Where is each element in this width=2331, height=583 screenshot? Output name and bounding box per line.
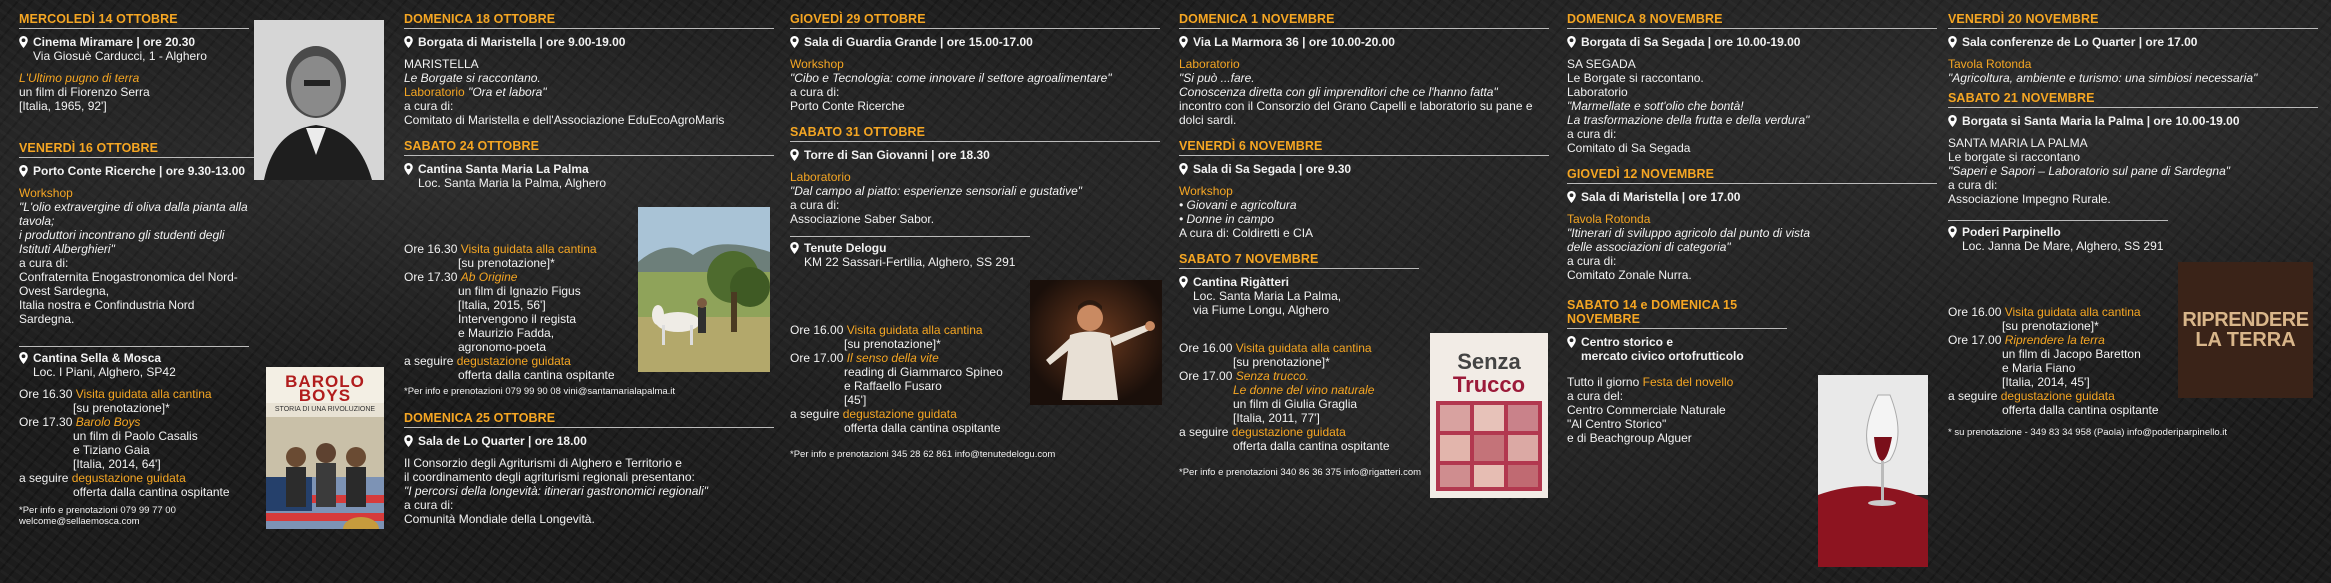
event-title: "Dal campo al piatto: esperienze sensoriali e gustative" bbox=[790, 184, 1083, 198]
event-title: "I percorsi della longevità: itinerari gastronomici regionali" bbox=[404, 484, 708, 498]
organizer-label: a cura di: bbox=[1567, 127, 1617, 141]
borgata-name: MARISTELLA bbox=[404, 57, 479, 71]
horses-field-icon bbox=[638, 207, 770, 372]
film-subtitle: Le donne del vino naturale bbox=[1233, 383, 1375, 397]
location-label: Porto Conte Ricerche | ore 9.30-13.00 bbox=[33, 164, 246, 178]
event-date: MERCOLEDÌ 14 OTTOBRE bbox=[19, 12, 178, 26]
schedule-row: a seguire degustazione guidata bbox=[1948, 389, 2115, 403]
divider bbox=[1567, 328, 1787, 329]
location-label: Cantina Rigàtteri bbox=[1193, 275, 1290, 289]
organizer: "Al Centro Storico" bbox=[1567, 417, 1667, 431]
organizer: Porto Conte Ricerche bbox=[790, 99, 905, 113]
schedule-row: Ore 17.30 Ab Origine bbox=[404, 270, 518, 284]
event-location bbox=[1567, 190, 1937, 204]
organizer: Comitato di Maristella e dell'Associazione EduEcoAgroMaris bbox=[404, 113, 725, 127]
schedule-row: Tutto il giorno Festa del novello bbox=[1567, 375, 1734, 389]
event-type: Tavola Rotonda bbox=[1567, 212, 1651, 226]
event-location bbox=[1948, 35, 2318, 49]
divider bbox=[1179, 28, 1549, 29]
film-director: e Maria Fiano bbox=[2002, 361, 2076, 375]
event-location bbox=[404, 434, 774, 448]
schedule-row: Ore 16.30 Visita guidata alla cantina bbox=[404, 242, 597, 256]
reading-author: reading di Giammarco Spineo bbox=[844, 365, 1003, 379]
location-pin-icon bbox=[1948, 226, 1957, 238]
divider bbox=[1948, 28, 2318, 29]
location-label: Cantina Santa Maria La Palma bbox=[418, 162, 589, 176]
booking-info: *Per info e prenotazioni 345 28 62 861 info@tenutedelogu.com bbox=[790, 449, 1056, 460]
location-pin-icon bbox=[1179, 276, 1188, 288]
film-director: un film di Ignazio Figus bbox=[458, 284, 581, 298]
location-label: Sala di Guardia Grande | ore 15.00-17.00 bbox=[804, 35, 1033, 49]
borgata-name: SA SEGADA bbox=[1567, 57, 1636, 71]
film-info: [Italia, 2011, 77'] bbox=[1233, 411, 1320, 425]
address: Via Giosuè Carducci, 1 - Alghero bbox=[33, 49, 207, 63]
event-title: delle associazioni di categoria" bbox=[1567, 240, 1731, 254]
location-pin-icon bbox=[1567, 36, 1576, 48]
organizer-label: a cura di: bbox=[1948, 178, 1998, 192]
event-title: La trasformazione della frutta e della verdura" bbox=[1567, 113, 1810, 127]
film-poster bbox=[1430, 333, 1548, 498]
event-type: Workshop bbox=[790, 57, 844, 71]
wine-glass-icon bbox=[1818, 375, 1928, 567]
booking-note: [su prenotazione]* bbox=[1233, 355, 1330, 369]
speaker-note: agronomo-poeta bbox=[458, 340, 547, 354]
organizer-label: a cura di: bbox=[404, 99, 454, 113]
event-location bbox=[19, 351, 249, 365]
film-poster bbox=[2178, 262, 2313, 398]
address: KM 22 Sassari-Fertilia, Alghero, SS 291 bbox=[804, 255, 1016, 269]
event-location bbox=[790, 241, 1160, 255]
tasting-note: offerta dalla cantina ospitante bbox=[73, 485, 230, 499]
description: Il Consorzio degli Agriturismi di Alghero e Territorio e bbox=[404, 456, 682, 470]
event-date: SABATO 31 OTTOBRE bbox=[790, 125, 926, 139]
event-title: "Marmellate e sott'olio che bontà! bbox=[1567, 99, 1744, 113]
event-location bbox=[1567, 35, 1937, 49]
organizer: Associazione Impegno Rurale. bbox=[1948, 192, 2111, 206]
schedule-row: a seguire degustazione guidata bbox=[790, 407, 957, 421]
event-date: VENERDÌ 16 OTTOBRE bbox=[19, 141, 159, 155]
schedule-row: Ore 17.00 Il senso della vite bbox=[790, 351, 939, 365]
divider bbox=[19, 28, 249, 29]
event-date: DOMENICA 25 OTTOBRE bbox=[404, 411, 556, 425]
event-date: SABATO 21 NOVEMBRE bbox=[1948, 91, 2095, 105]
organizer-label: a cura del: bbox=[1567, 389, 1624, 403]
event-type: Laboratorio bbox=[1567, 85, 1628, 99]
divider bbox=[1179, 155, 1549, 156]
location-label: Via La Marmora 36 | ore 10.00-20.00 bbox=[1193, 35, 1395, 49]
event-date: DOMENICA 18 OTTOBRE bbox=[404, 12, 556, 26]
event-date: SABATO 24 OTTOBRE bbox=[404, 139, 540, 153]
address: Loc. Santa Maria La Palma, bbox=[1193, 289, 1342, 303]
schedule-row: Ore 17.30 Barolo Boys bbox=[19, 415, 141, 429]
schedule-row: Ore 16.30 Visita guidata alla cantina bbox=[19, 387, 212, 401]
organizer: Associazione Saber Sabor. bbox=[790, 212, 935, 226]
event-date: DOMENICA 8 NOVEMBRE bbox=[1567, 12, 1723, 26]
location-label: Centro storico e bbox=[1581, 335, 1674, 349]
speaker-note: Intervengono il regista bbox=[458, 312, 577, 326]
film-info: [Italia, 2014, 64'] bbox=[73, 457, 161, 471]
event-title: "Si può ...fare. bbox=[1179, 71, 1255, 85]
event-date: SABATO 14 e DOMENICA 15 bbox=[1567, 298, 1738, 312]
topic-item: • Donne in campo bbox=[1179, 212, 1274, 226]
address: Loc. Santa Maria la Palma, Alghero bbox=[418, 176, 607, 190]
schedule-row: a seguire degustazione guidata bbox=[1179, 425, 1346, 439]
location-pin-icon bbox=[19, 165, 28, 177]
film-director: un film di Fiorenzo Serra bbox=[19, 85, 150, 99]
location-pin-icon bbox=[1567, 336, 1576, 348]
divider bbox=[404, 427, 774, 428]
location-label: Borgata di Maristella | ore 9.00-19.00 bbox=[418, 35, 626, 49]
address: Loc. Janna De Mare, Alghero, SS 291 bbox=[1962, 239, 2164, 253]
booking-info: *Per info e prenotazioni 340 86 36 375 info@rigatteri.com bbox=[1179, 467, 1422, 478]
film-info: [Italia, 2014, 45'] bbox=[2002, 375, 2090, 389]
event-location bbox=[404, 35, 774, 49]
event-location bbox=[1948, 225, 2318, 239]
booking-info: * su prenotazione - 349 83 34 958 (Paola) info@poderiparpinello.it bbox=[1948, 427, 2227, 438]
event-location bbox=[1948, 114, 2318, 128]
performer-photo bbox=[1030, 280, 1162, 405]
location-label: Cinema Miramare | ore 20.30 bbox=[33, 35, 196, 49]
event-title: "Itinerari di sviluppo agricolo dal punto di vista bbox=[1567, 226, 1811, 240]
divider bbox=[1948, 220, 2168, 221]
divider bbox=[1567, 28, 1937, 29]
location-label: mercato civico ortofrutticolo bbox=[1581, 349, 1744, 363]
organizer-label: a cura di: bbox=[790, 85, 840, 99]
film-info: [Italia, 1965, 92'] bbox=[19, 99, 107, 113]
organizer-label: a cura di: bbox=[19, 256, 69, 270]
film-info: [Italia, 2015, 56'] bbox=[458, 298, 546, 312]
event-type: Tavola Rotonda bbox=[1948, 57, 2032, 71]
landscape-photo bbox=[638, 207, 770, 372]
location-pin-icon bbox=[404, 163, 413, 175]
event-location bbox=[1567, 335, 1937, 349]
performer-icon bbox=[1030, 280, 1162, 405]
organizer-label: a cura di: bbox=[404, 498, 454, 512]
event-title: Le Borgate si raccontano. bbox=[1567, 71, 1704, 85]
booking-note: [su prenotazione]* bbox=[844, 337, 941, 351]
booking-note: [su prenotazione]* bbox=[458, 256, 555, 270]
location-label: Sala di Sa Segada | ore 9.30 bbox=[1193, 162, 1352, 176]
event-date: VENERDÌ 6 NOVEMBRE bbox=[1179, 139, 1323, 153]
booking-info: *Per info e prenotazioni 079 99 90 08 vini@santamarialapalma.it bbox=[404, 386, 676, 397]
event-title: Le borgate si raccontano bbox=[1948, 150, 2081, 164]
duration: [45'] bbox=[844, 393, 867, 407]
tasting-note: offerta dalla cantina ospitante bbox=[1233, 439, 1390, 453]
location-pin-icon bbox=[19, 352, 28, 364]
location-pin-icon bbox=[790, 242, 799, 254]
divider bbox=[19, 346, 249, 347]
film-director: e Tiziano Gaia bbox=[73, 443, 150, 457]
schedule-row: a seguire degustazione guidata bbox=[404, 354, 571, 368]
organizer-label: a cura di: bbox=[1567, 254, 1617, 268]
location-pin-icon bbox=[1179, 163, 1188, 175]
organizer: A cura di: Coldiretti e CIA bbox=[1179, 226, 1314, 240]
film-director: un film di Paolo Casalis bbox=[73, 429, 198, 443]
schedule-row: Ore 17.00 Riprendere la terra bbox=[1948, 333, 2105, 347]
event-type: Laboratorio bbox=[790, 170, 851, 184]
description: dolci sardi. bbox=[1179, 113, 1237, 127]
event-date: VENERDÌ 20 NOVEMBRE bbox=[1948, 12, 2099, 26]
organizer: e di Beachgroup Alguer bbox=[1567, 431, 1692, 445]
event-title: i produttori incontrano gli studenti degli Istituti Alberghieri" bbox=[19, 228, 225, 256]
location-pin-icon bbox=[404, 36, 413, 48]
wine-glass-photo bbox=[1818, 375, 1928, 567]
poster-title: Senza bbox=[1457, 349, 1521, 374]
divider bbox=[1567, 183, 1937, 184]
description: il coordinamento degli agriturismi regionali presentano: bbox=[404, 470, 695, 484]
poster-illustration-icon bbox=[266, 417, 384, 529]
address: via Fiume Longu, Alghero bbox=[1193, 303, 1330, 317]
event-location bbox=[404, 162, 774, 176]
location-label: Sala de Lo Quarter | ore 18.00 bbox=[418, 434, 587, 448]
location-label: Sala di Maristella | ore 17.00 bbox=[1581, 190, 1741, 204]
schedule-row: a seguire degustazione guidata bbox=[19, 471, 186, 485]
event-location bbox=[790, 148, 1160, 162]
divider bbox=[790, 141, 1160, 142]
schedule-row: Ore 17.00 Senza trucco. bbox=[1179, 369, 1310, 383]
column-1 bbox=[19, 12, 249, 527]
event-type: Workshop bbox=[1179, 184, 1233, 198]
booking-note: [su prenotazione]* bbox=[73, 401, 170, 415]
event-date: GIOVEDÌ 12 NOVEMBRE bbox=[1567, 167, 1715, 181]
location-pin-icon bbox=[1179, 36, 1188, 48]
location-label: Sala conferenze de Lo Quarter | ore 17.00 bbox=[1962, 35, 2198, 49]
organizer: Centro Commerciale Naturale bbox=[1567, 403, 1726, 417]
booking-note: [su prenotazione]* bbox=[2002, 319, 2099, 333]
location-label: Cantina Sella & Mosca bbox=[33, 351, 162, 365]
organizer: Comitato di Sa Segada bbox=[1567, 141, 1691, 155]
event-date: SABATO 7 NOVEMBRE bbox=[1179, 252, 1319, 266]
film-poster bbox=[266, 367, 384, 529]
organizer: Italia nostra e Confindustria Nord Sardegna. bbox=[19, 298, 195, 326]
divider bbox=[1948, 107, 2318, 108]
location-pin-icon bbox=[404, 435, 413, 447]
tasting-note: offerta dalla cantina ospitante bbox=[844, 421, 1001, 435]
event-date: DOMENICA 1 NOVEMBRE bbox=[1179, 12, 1335, 26]
description: incontro con il Consorzio del Grano Capelli e laboratorio su pane e bbox=[1179, 99, 1533, 113]
event-date: GIOVEDÌ 29 OTTOBRE bbox=[790, 12, 926, 26]
schedule-row: Ore 16.00 Visita guidata alla cantina bbox=[1179, 341, 1372, 355]
film-director: un film di Jacopo Baretton bbox=[2002, 347, 2141, 361]
event-title: Le Borgate si raccontano. bbox=[404, 71, 541, 85]
event-location bbox=[1179, 35, 1549, 49]
organizer: Comitato Zonale Nurra. bbox=[1567, 268, 1692, 282]
location-pin-icon bbox=[1948, 115, 1957, 127]
divider bbox=[404, 28, 774, 29]
event-location bbox=[19, 164, 249, 178]
divider bbox=[790, 236, 1030, 237]
event-title: "Cibo e Tecnologia: come innovare il settore agroalimentare" bbox=[790, 71, 1112, 85]
reading-author: e Raffaello Fusaro bbox=[844, 379, 942, 393]
topic-item: • Giovani e agricoltura bbox=[1179, 198, 1297, 212]
location-pin-icon bbox=[790, 36, 799, 48]
event-title: Conoscenza diretta con gli imprenditori che ce l'hanno fatta" bbox=[1179, 85, 1498, 99]
event-type: Laboratorio bbox=[1179, 57, 1240, 71]
location-label: Borgata di Sa Segada | ore 10.00-19.00 bbox=[1581, 35, 1801, 49]
tasting-note: offerta dalla cantina ospitante bbox=[458, 368, 615, 382]
location-label: Borgata si Santa Maria la Palma | ore 10.00-19.00 bbox=[1962, 114, 2240, 128]
organizer-label: a cura di: bbox=[790, 198, 840, 212]
event-title: "Saperi e Sapori – Laboratorio sul pane di Sardegna" bbox=[1948, 164, 2231, 178]
poster-title: LA TERRA bbox=[2195, 329, 2296, 351]
poster-subtitle: STORIA DI UNA RIVOLUZIONE bbox=[274, 406, 376, 413]
portrait-photo bbox=[254, 20, 384, 180]
event-location bbox=[1179, 275, 1549, 289]
address: Loc. I Piani, Alghero, SP42 bbox=[33, 365, 176, 379]
location-label: Poderi Parpinello bbox=[1962, 225, 2061, 239]
location-pin-icon bbox=[19, 36, 28, 48]
organizer: Confraternita Enogastronomica del Nord-Ovest Sardegna, bbox=[19, 270, 238, 298]
film-director: un film di Giulia Graglia bbox=[1233, 397, 1358, 411]
booking-info: *Per info e prenotazioni 079 99 77 00 welcome@sellaemosca.com bbox=[19, 505, 176, 527]
poster-title: RIPRENDERE bbox=[2182, 309, 2309, 331]
borgata-name: SANTA MARIA LA PALMA bbox=[1948, 136, 2088, 150]
event-location bbox=[1179, 162, 1549, 176]
location-label: Tenute Delogu bbox=[804, 241, 887, 255]
divider bbox=[1179, 268, 1419, 269]
schedule-row: Ore 16.00 Visita guidata alla cantina bbox=[1948, 305, 2141, 319]
location-label: Torre di San Giovanni | ore 18.30 bbox=[804, 148, 990, 162]
event-location bbox=[790, 35, 1160, 49]
location-pin-icon bbox=[790, 149, 799, 161]
poster-illustration-icon bbox=[1430, 397, 1548, 497]
event-title: "Agricoltura, ambiente e turismo: una simbiosi necessaria" bbox=[1948, 71, 2258, 85]
film-title: L'Ultimo pugno di terra bbox=[19, 71, 140, 85]
location-pin-icon bbox=[1948, 36, 1957, 48]
divider bbox=[790, 28, 1160, 29]
event-title: "L'olio extravergine di oliva dalla pianta alla tavola; bbox=[19, 200, 248, 228]
poster-title: Trucco bbox=[1452, 372, 1526, 397]
event-type: Workshop bbox=[19, 186, 73, 200]
schedule-row: Ore 16.00 Visita guidata alla cantina bbox=[790, 323, 983, 337]
poster-title: BAROLO BOYS bbox=[266, 367, 384, 403]
event-location bbox=[19, 35, 249, 49]
location-pin-icon bbox=[1567, 191, 1576, 203]
divider bbox=[404, 155, 774, 156]
speaker-note: e Maurizio Fadda, bbox=[458, 326, 555, 340]
tasting-note: offerta dalla cantina ospitante bbox=[2002, 403, 2159, 417]
man-portrait-icon bbox=[254, 20, 384, 180]
organizer: Comunità Mondiale della Longevità. bbox=[404, 512, 595, 526]
event-date: NOVEMBRE bbox=[1567, 312, 1641, 326]
event-type-row: Laboratorio "Ora et labora" bbox=[404, 85, 547, 99]
